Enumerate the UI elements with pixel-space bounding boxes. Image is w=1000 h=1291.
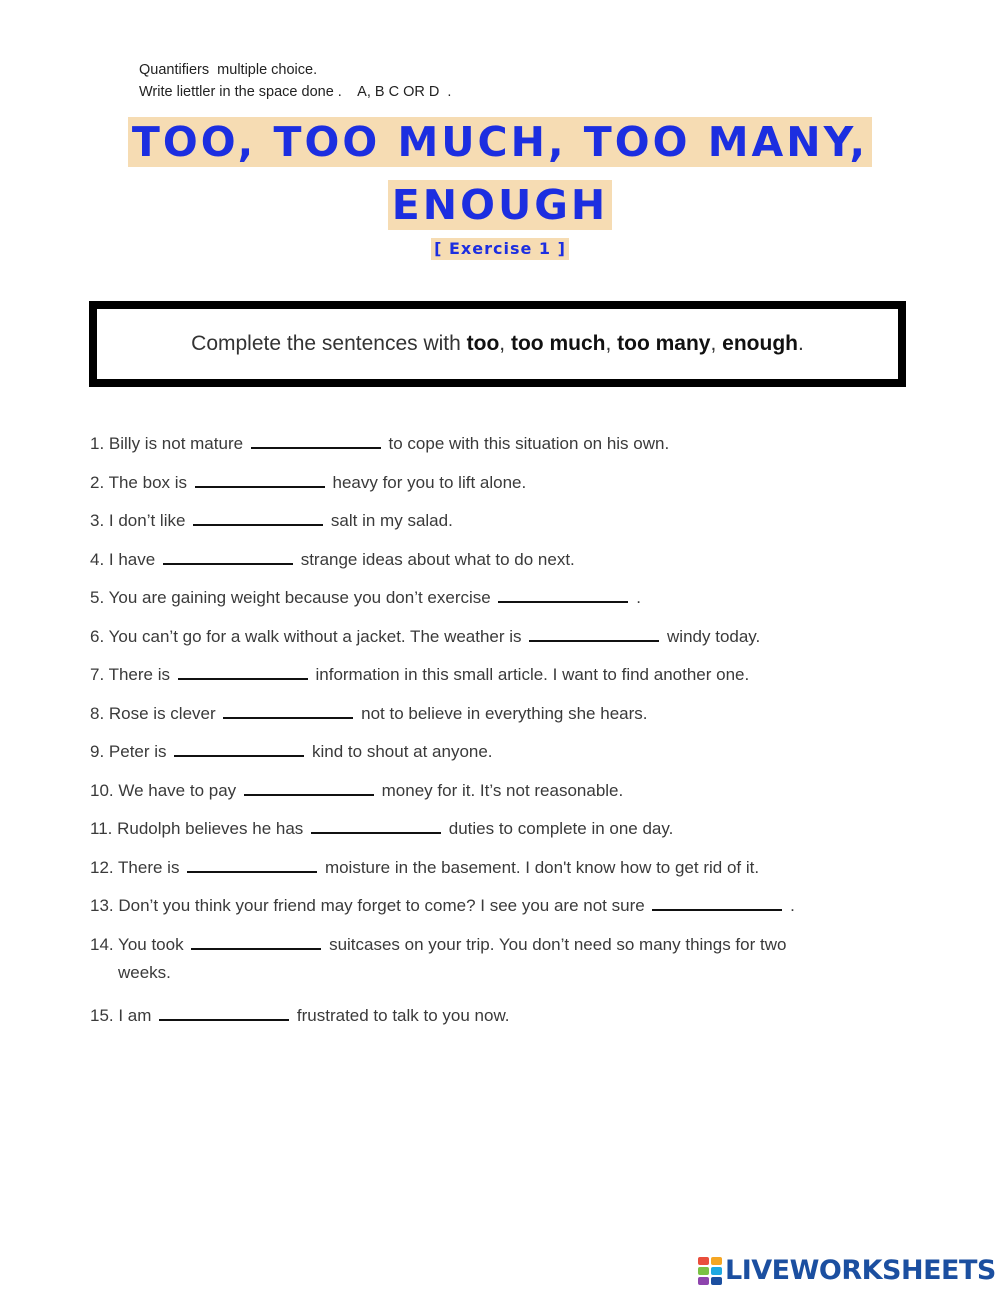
answer-blank[interactable] xyxy=(191,934,321,950)
answer-blank[interactable] xyxy=(174,741,304,757)
logo-square xyxy=(711,1277,722,1285)
liveworksheets-logo-icon xyxy=(698,1257,722,1285)
sentence-text-before: 12. There is xyxy=(90,857,180,877)
instructions-line-1: Quantifiers multiple choice. xyxy=(139,62,318,78)
exercise-subtitle: [ Exercise 1 ] xyxy=(431,238,569,260)
sentence-text-after: money for it. It’s not reasonable. xyxy=(381,780,624,800)
sentence-text-before: 7. There is xyxy=(90,665,171,684)
answer-blank[interactable] xyxy=(652,895,782,911)
sentence-text-after: suitcases on your trip. You don’t need so many things for two xyxy=(329,934,787,954)
sentence-row xyxy=(90,854,890,893)
sentence-text-before: 8. Rose is clever xyxy=(90,703,216,723)
page-title-line-1: TOO, TOO MUCH, TOO MANY, xyxy=(128,117,872,167)
sentence-row xyxy=(90,661,890,700)
logo-square xyxy=(698,1257,709,1265)
sentence-row xyxy=(90,931,890,1002)
sentence-text-after: information in this small article. I want to find another one. xyxy=(315,665,750,684)
sentence-text-after: frustrated to talk to you now. xyxy=(296,1005,510,1025)
logo-square xyxy=(711,1267,722,1275)
sentence-text-after: . xyxy=(636,588,641,607)
instruction-text xyxy=(191,332,804,356)
worksheet-instructions xyxy=(139,59,451,103)
answer-blank[interactable] xyxy=(178,664,308,680)
answer-blank[interactable] xyxy=(311,818,441,834)
instructions-line-2: Write liettler in the space done . A, B C OR D . xyxy=(139,84,452,100)
answer-blank[interactable] xyxy=(187,857,317,873)
title-row-2 xyxy=(0,180,1000,230)
answer-blank[interactable] xyxy=(195,472,325,488)
answer-blank[interactable] xyxy=(251,433,381,449)
sentence-text-after: not to believe in everything she hears. xyxy=(361,703,648,723)
sentence-row xyxy=(90,700,890,739)
sentence-text-after: . xyxy=(790,896,795,915)
answer-blank[interactable] xyxy=(163,549,293,565)
sentence-row xyxy=(90,546,890,585)
sentence-row xyxy=(90,1002,890,1041)
sentence-row xyxy=(90,623,890,662)
sentence-row xyxy=(90,584,890,623)
sentence-text-after: heavy for you to lift alone. xyxy=(332,472,527,492)
sentence-text-after: kind to shout at anyone. xyxy=(312,742,493,761)
instruction-suffix: . xyxy=(797,332,804,355)
answer-blank[interactable] xyxy=(529,626,659,642)
sentence-text-before: 5. You are gaining weight because you don’t exercise xyxy=(90,588,491,607)
logo-square xyxy=(711,1257,722,1265)
instruction-prefix: Complete the sentences with xyxy=(191,332,467,355)
sentence-text-before: 2. The box is xyxy=(90,472,188,492)
logo-square xyxy=(698,1277,709,1285)
sentence-text-before: 11. Rudolph believes he has xyxy=(90,819,304,838)
sentence-text-before: 6. You can’t go for a walk without a jacket. The weather is xyxy=(90,626,522,646)
instruction-box xyxy=(89,301,906,387)
liveworksheets-logo-text: LIVEWORKSHEETS xyxy=(725,1255,996,1286)
answer-blank[interactable] xyxy=(244,780,374,796)
sentence-text-after: windy today. xyxy=(667,626,761,646)
answer-blank[interactable] xyxy=(159,1005,289,1021)
page-title-line-2: ENOUGH xyxy=(388,180,612,230)
instruction-word-too: too xyxy=(466,332,500,355)
logo-square xyxy=(698,1267,709,1275)
instruction-word-too-many: too many xyxy=(617,332,711,355)
sentence-text-after: duties to complete in one day. xyxy=(448,819,674,838)
sentence-text-after: moisture in the basement. I don't know how to get rid of it. xyxy=(324,857,760,877)
sentence-row xyxy=(90,469,890,508)
sentence-text-before: 10. We have to pay xyxy=(90,780,237,800)
instruction-sep: , xyxy=(499,332,511,355)
subtitle-row xyxy=(0,238,1000,260)
sentence-list xyxy=(90,430,890,1040)
answer-blank[interactable] xyxy=(193,510,323,526)
answer-blank[interactable] xyxy=(223,703,353,719)
instruction-sep: , xyxy=(710,332,723,355)
sentence-text-before: 4. I have xyxy=(90,549,156,569)
sentence-text-before: 15. I am xyxy=(90,1005,152,1025)
sentence-text-before: 1. Billy is not mature xyxy=(90,434,244,453)
sentence-text-before: 3. I don’t like xyxy=(90,511,186,530)
sentence-text-after: salt in my salad. xyxy=(330,511,453,530)
liveworksheets-logo[interactable] xyxy=(698,1255,996,1286)
instruction-word-too-much: too much xyxy=(510,332,606,355)
sentence-text-before: 14. You took xyxy=(90,934,184,954)
answer-blank[interactable] xyxy=(498,587,628,603)
title-row-1 xyxy=(0,117,1000,167)
sentence-text-after: to cope with this situation on his own. xyxy=(388,434,670,453)
sentence-text-after: strange ideas about what to do next. xyxy=(300,549,575,569)
sentence-row xyxy=(90,738,890,777)
instruction-sep: , xyxy=(605,332,618,355)
sentence-text-before: 13. Don’t you think your friend may forget to come? I see you are not sure xyxy=(90,896,645,915)
sentence-row xyxy=(90,777,890,816)
sentence-continuation: weeks. xyxy=(118,962,171,982)
sentence-row xyxy=(90,815,890,854)
sentence-row xyxy=(90,892,890,931)
instruction-word-enough: enough xyxy=(722,332,798,355)
sentence-text-before: 9. Peter is xyxy=(90,742,167,761)
sentence-row xyxy=(90,507,890,546)
sentence-row xyxy=(90,430,890,469)
